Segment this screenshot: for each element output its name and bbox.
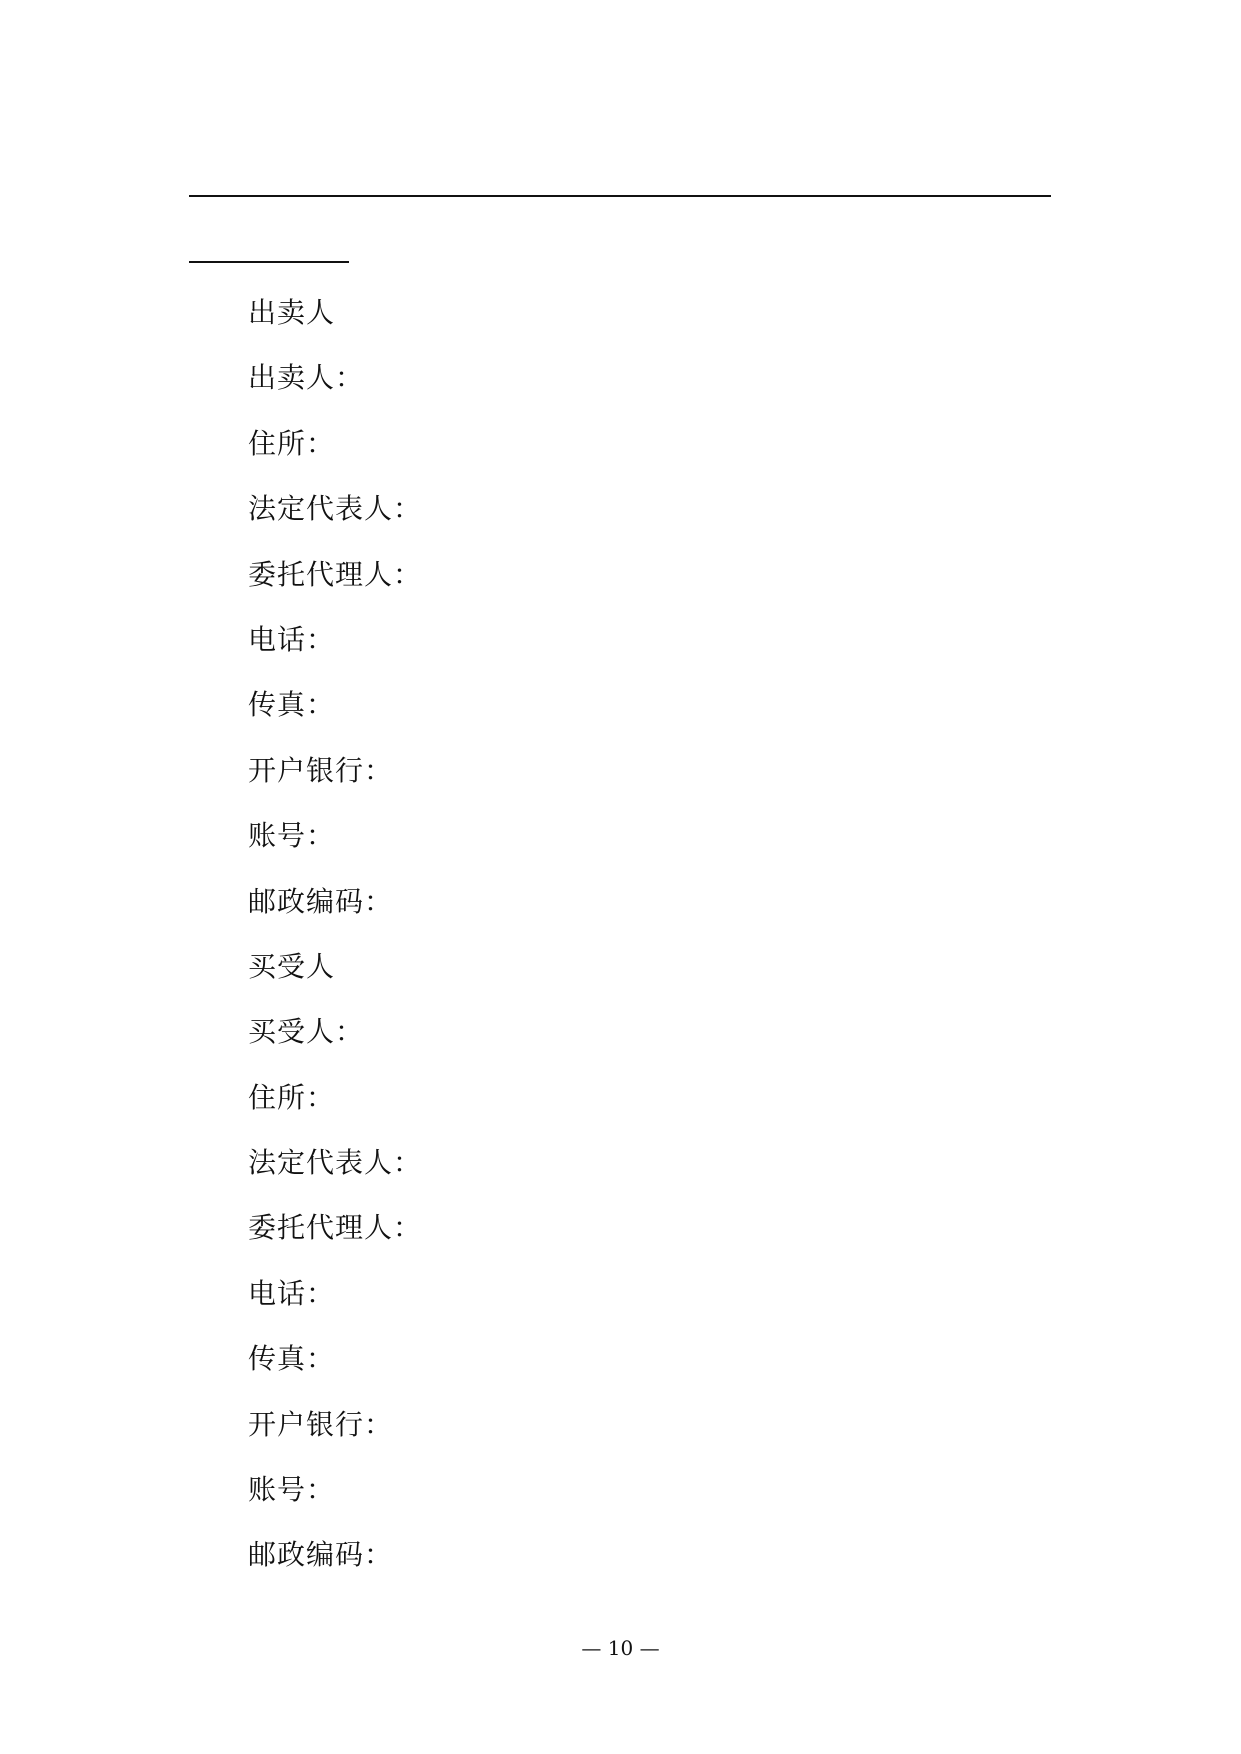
buyer-address-field: 住所： [248, 1080, 336, 1114]
seller-address-field: 住所： [248, 426, 336, 460]
party-info-list [248, 293, 422, 1601]
seller-name-field: 出卖人： [248, 361, 365, 395]
buyer-name-field: 买受人： [248, 1015, 365, 1049]
buyer-postcode-field: 邮政编码： [248, 1538, 394, 1572]
seller-account-field: 账号： [248, 819, 336, 853]
buyer-account-field: 账号： [248, 1473, 336, 1507]
seller-bank-field: 开户银行： [248, 753, 394, 787]
buyer-heading: 买受人 [248, 949, 336, 983]
blank-fill-line [189, 195, 1051, 197]
seller-legal-rep-field: 法定代表人： [248, 492, 423, 526]
page-number: — 10 — [581, 1636, 660, 1660]
buyer-phone-field: 电话： [248, 1276, 336, 1310]
seller-postcode-field: 邮政编码： [248, 884, 394, 918]
buyer-fax-field: 传真： [248, 1342, 336, 1376]
seller-phone-field: 电话： [248, 622, 336, 656]
buyer-legal-rep-field: 法定代表人： [248, 1146, 423, 1180]
seller-heading: 出卖人 [248, 296, 336, 329]
blank-fill-line-continuation [189, 261, 349, 263]
seller-fax-field: 传真： [248, 688, 336, 722]
buyer-agent-field: 委托代理人： [248, 1211, 423, 1245]
seller-agent-field: 委托代理人： [248, 557, 423, 591]
buyer-bank-field: 开户银行： [248, 1407, 394, 1441]
